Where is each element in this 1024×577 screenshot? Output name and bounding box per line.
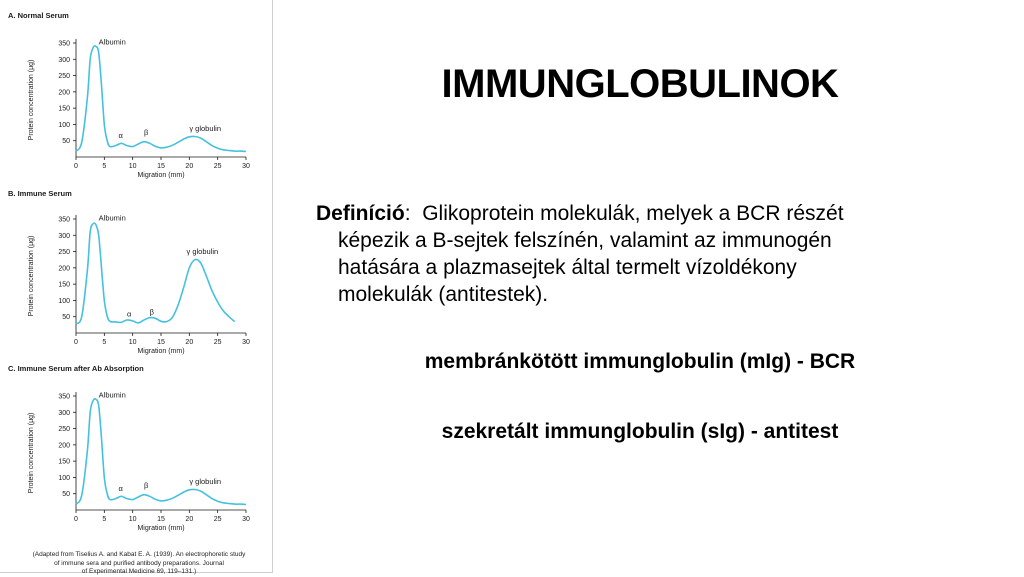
x-tick-label: 5	[102, 516, 107, 523]
electrophoresis-charts	[0, 0, 276, 576]
y-axis-label: Protein concentration (μg)	[28, 235, 35, 317]
x-tick-label: 10	[128, 163, 137, 170]
x-tick-label: 15	[157, 163, 165, 170]
x-tick-label: 0	[74, 339, 78, 346]
x-tick-label: 25	[213, 339, 222, 346]
y-tick-label: 150	[58, 281, 70, 289]
x-axis-label: Migration (mm)	[137, 172, 185, 179]
x-tick-label: 5	[102, 163, 107, 170]
y-tick-label: 100	[58, 297, 70, 305]
peak-label: β	[144, 127, 149, 137]
y-tick-label: 250	[58, 249, 70, 257]
x-tick-label: 10	[128, 339, 137, 346]
secreted-ig-statement: szekretált immunglobulin (sIg) - antitest	[441, 420, 839, 443]
y-tick-label: 300	[58, 56, 70, 64]
y-tick-label: 100	[58, 121, 70, 129]
protein-curve	[76, 223, 235, 324]
protein-curve	[76, 399, 246, 505]
y-tick-label: 50	[62, 314, 70, 322]
y-tick-label: 150	[58, 458, 70, 466]
y-tick-label: 250	[58, 426, 70, 434]
definition-line-1	[316, 200, 996, 227]
y-tick-label: 250	[58, 73, 70, 81]
definition-separator: :	[404, 202, 423, 225]
x-axis-label: Migration (mm)	[137, 348, 185, 355]
peak-label: α	[118, 484, 123, 494]
y-tick-label: 350	[58, 216, 70, 224]
y-tick-label: 50	[62, 138, 70, 146]
x-tick-label: 25	[213, 163, 222, 170]
y-tick-label: 100	[58, 474, 70, 482]
y-tick-label: 300	[58, 232, 70, 240]
peak-label: γ globulin	[186, 247, 219, 257]
x-tick-label: 20	[185, 163, 194, 170]
x-tick-label: 25	[213, 516, 222, 523]
y-tick-label: 50	[62, 491, 70, 499]
figure-caption: (Adapted from Tiselius A. and Kabat E. A. (1939). An electrophoretic study of immune sera and purified antibody preparations. Journal of Experimental Medicine 69, 119–131.)	[32, 551, 246, 575]
y-tick-label: 350	[58, 393, 70, 401]
definition-line-4: molekulák (antitestek).	[338, 283, 549, 306]
peak-label: Albumin	[98, 390, 126, 400]
membrane-ig-statement: membránkötött immunglobulin (mIg) - BCR	[424, 350, 856, 373]
definition-line-3: hatására a plazmasejtek által termelt vízoldékony	[338, 256, 797, 279]
y-tick-label: 150	[58, 105, 70, 113]
x-tick-label: 30	[242, 516, 250, 523]
definition-term: Definíció	[316, 202, 405, 225]
y-axis-label: Protein concentration (μg)	[28, 59, 35, 141]
x-tick-label: 15	[157, 339, 165, 346]
definition-text-1: Glikoprotein molekulák, melyek a BCR részét	[422, 202, 844, 225]
x-tick-label: 20	[185, 516, 194, 523]
definition-line-2: képezik a B-sejtek felszínén, valamint az immunogén	[338, 229, 832, 252]
y-tick-label: 200	[58, 89, 70, 97]
peak-label: γ globulin	[189, 123, 222, 133]
y-tick-label: 200	[58, 442, 70, 450]
x-tick-label: 10	[128, 516, 137, 523]
peak-label: β	[149, 307, 154, 317]
peak-label: α	[118, 131, 123, 141]
x-tick-label: 15	[157, 516, 165, 523]
y-tick-label: 300	[58, 409, 70, 417]
panel-title: C. Immune Serum after Ab Absorption	[8, 364, 144, 373]
x-tick-label: 5	[102, 339, 107, 346]
x-tick-label: 30	[242, 163, 250, 170]
peak-label: Albumin	[98, 213, 126, 223]
x-tick-label: 0	[74, 516, 78, 523]
panel-title: A. Normal Serum	[8, 11, 69, 20]
y-tick-label: 200	[58, 265, 70, 273]
peak-label: β	[144, 480, 149, 490]
peak-label: Albumin	[98, 37, 126, 47]
x-tick-label: 30	[242, 339, 250, 346]
definition-paragraph	[316, 200, 996, 308]
panel-title: B. Immune Serum	[8, 189, 72, 198]
y-axis-label: Protein concentration (μg)	[28, 412, 35, 494]
slide-title: IMMUNGLOBULINOK	[441, 62, 839, 106]
y-tick-label: 350	[58, 40, 70, 48]
peak-label: α	[127, 309, 132, 319]
x-tick-label: 0	[74, 163, 78, 170]
x-axis-label: Migration (mm)	[137, 525, 185, 532]
electrophoresis-figure	[0, 0, 276, 576]
peak-label: γ globulin	[189, 476, 222, 486]
protein-curve	[76, 46, 246, 152]
x-tick-label: 20	[185, 339, 194, 346]
